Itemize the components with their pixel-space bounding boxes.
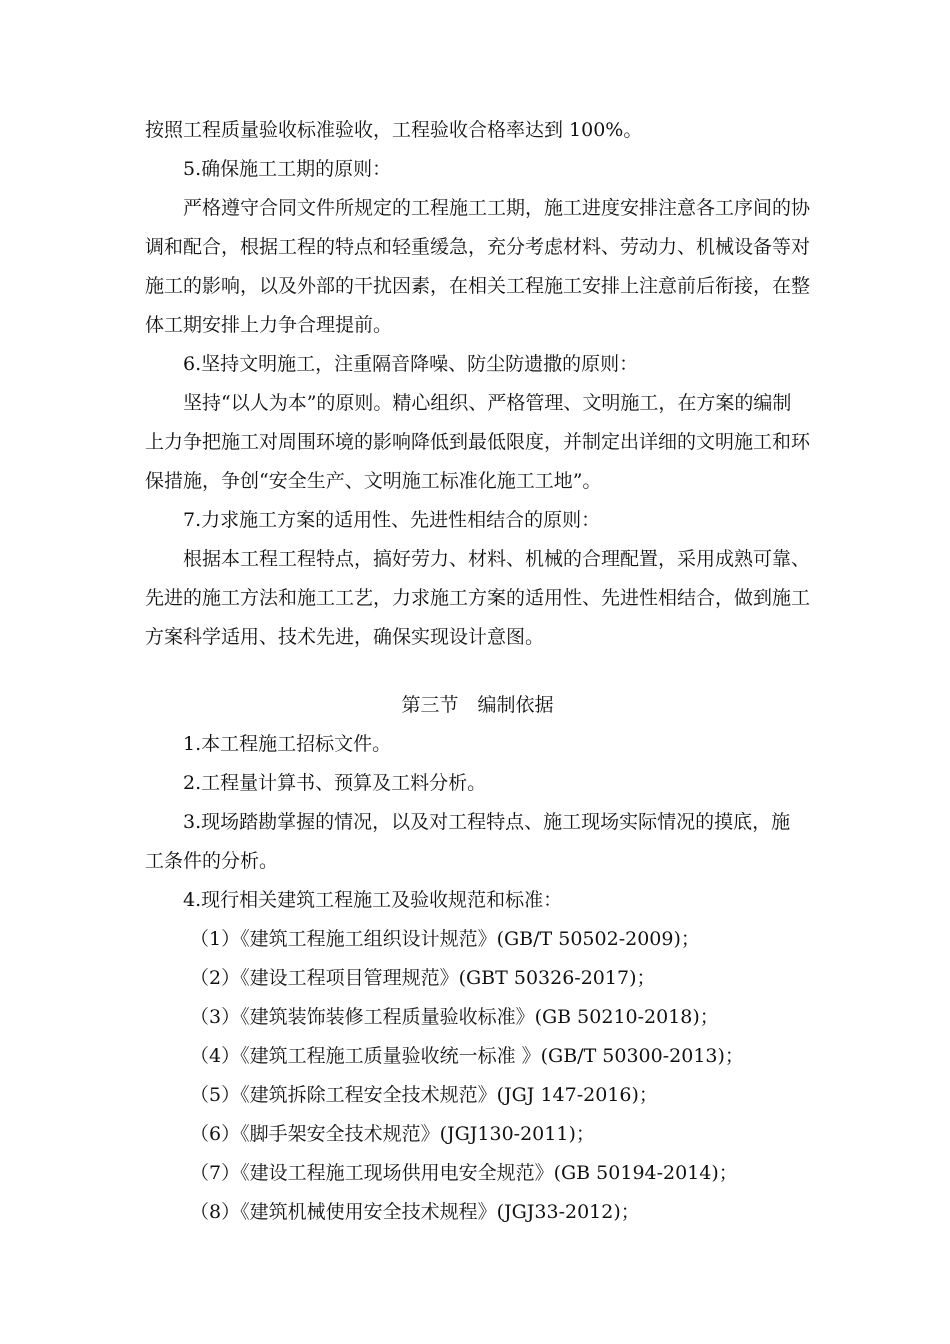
body-text-line: 按照工程质量验收标准验收，工程验收合格率达到 100%。 [145, 119, 643, 141]
body-text-line: 严格遵守合同文件所规定的工程施工工期，施工进度安排注意各工序间的协 [183, 197, 810, 219]
body-text-line: 工条件的分析。 [145, 850, 279, 872]
principle-7-title: 7.力求施工方案的适用性、先进性相结合的原则： [183, 509, 601, 531]
section-heading: 第三节 编制依据 [401, 694, 554, 716]
principle-5-title: 5.确保施工工期的原则： [183, 158, 392, 180]
body-text-line: 保措施，争创“安全生产、文明施工标准化施工工地”。 [145, 470, 602, 492]
basis-item: 3.现场踏勘掌握的情况，以及对工程特点、施工现场实际情况的摸底，施 [183, 811, 791, 833]
body-text-line: 先进的施工方法和施工工艺，力求施工方案的适用性、先进性相结合，做到施工 [145, 587, 810, 609]
body-text-line: 上力争把施工对周围环境的影响降低到最低限度，并制定出详细的文明施工和环 [145, 431, 810, 453]
basis-item: 4.现行相关建筑工程施工及验收规范和标准： [183, 889, 563, 911]
standard-item: （1）《建筑工程施工组织设计规范》(GB/T 50502-2009)； [190, 928, 700, 950]
body-text-line: 施工的影响，以及外部的干扰因素，在相关工程施工安排上注意前后衔接，在整 [145, 275, 810, 297]
principle-6-title: 6.坚持文明施工，注重隔音降噪、防尘防遗撒的原则： [183, 353, 639, 375]
standard-item: （6）《脚手架安全技术规范》(JGJ130-2011)； [190, 1123, 595, 1145]
standard-item: （2）《建设工程项目管理规范》(GBT 50326-2017)； [190, 967, 656, 989]
basis-item: 1.本工程施工招标文件。 [183, 733, 392, 755]
standard-item: （5）《建筑拆除工程安全技术规范》(JGJ 147-2016)； [190, 1084, 658, 1106]
standard-item: （3）《建筑装饰装修工程质量验收标准》(GB 50210-2018)； [190, 1006, 719, 1028]
standard-item: （4）《建筑工程施工质量验收统一标准 》(GB/T 50300-2013)； [190, 1045, 744, 1067]
body-text-line: 根据本工程工程特点，搞好劳力、材料、机械的合理配置，采用成熟可靠、 [183, 548, 810, 570]
body-text-line: 体工期安排上力争合理提前。 [145, 314, 393, 336]
body-text-line: 调和配合，根据工程的特点和轻重缓急，充分考虑材料、劳动力、机械设备等对 [145, 236, 810, 258]
basis-item: 2.工程量计算书、预算及工料分析。 [183, 772, 487, 794]
body-text-line: 方案科学适用、技术先进，确保实现设计意图。 [145, 626, 545, 648]
standard-item: （8）《建筑机械使用安全技术规程》(JGJ33-2012)； [190, 1201, 640, 1223]
body-text-line: 坚持“以人为本”的原则。精心组织、严格管理、文明施工，在方案的编制 [183, 392, 792, 414]
standard-item: （7）《建设工程施工现场供用电安全规范》(GB 50194-2014)； [190, 1162, 738, 1184]
